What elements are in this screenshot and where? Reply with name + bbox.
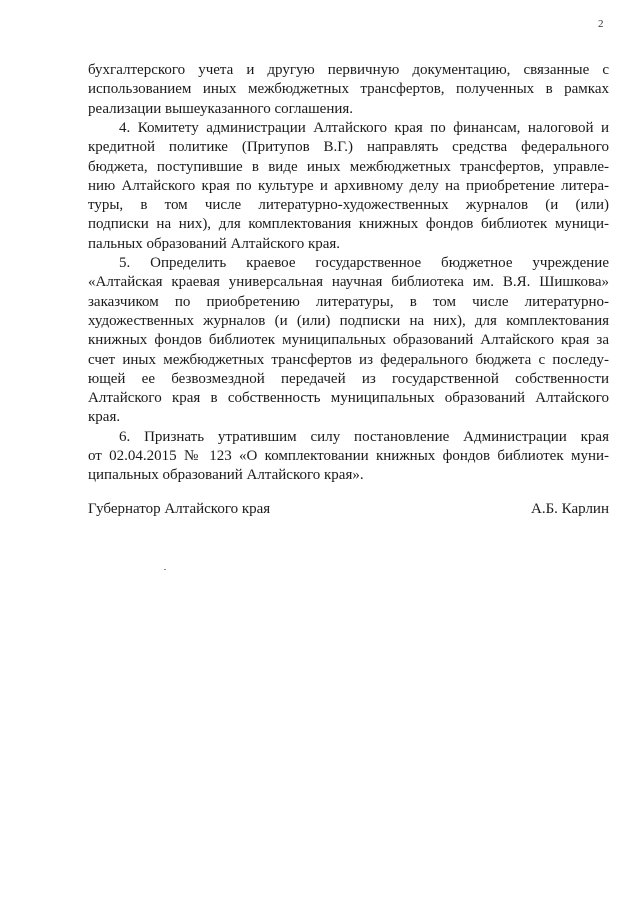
text-line: книжных фондов библиотек муниципальных образований Алтайского края за: [88, 332, 609, 348]
text-line: художественных журналов (и (или) подписки на них), для комплектования: [88, 313, 609, 329]
text-line: 5. Определить краевое государственное бюджетное учреждение: [119, 255, 609, 271]
text-line: Алтайского края в собственность муниципальных образований Алтайского: [88, 390, 609, 406]
text-line: бухгалтерского учета и другую первичную документацию, связанные с: [88, 62, 609, 78]
text-line: кредитной политике (Притупов В.Г.) направлять средства федерального: [88, 139, 609, 155]
signature-position: Губернатор Алтайского края: [88, 501, 271, 517]
page-number: 2: [598, 18, 604, 30]
text-line: использованием иных межбюджетных трансфертов, полученных в рамках: [88, 81, 609, 97]
scan-speck: [164, 569, 166, 570]
text-line: пальных образований Алтайского края.: [88, 236, 341, 252]
text-line: туры, в том числе литературно-художественных журналов (и (или): [88, 197, 609, 213]
text-line: ющей ее безвозмездной передачей из государственной собственности: [88, 371, 609, 387]
text-line: реализации вышеуказанного соглашения.: [88, 101, 354, 117]
text-line: края.: [88, 409, 121, 425]
text-line: 6. Признать утратившим силу постановление Администрации края: [119, 429, 609, 445]
text-line: бюджета, поступившие в виде иных межбюджетных трансфертов, управле-: [88, 159, 609, 175]
text-line: нию Алтайского края по культуре и архивному делу на приобретение литера-: [88, 178, 609, 194]
text-line: от 02.04.2015 № 123 «О комплектовании книжных фондов библиотек муни-: [88, 448, 609, 464]
text-line: подписки на них), для комплектования книжных фондов библиотек муници-: [88, 216, 609, 232]
text-line: «Алтайская краевая универсальная научная библиотека им. В.Я. Шишкова»: [88, 274, 609, 290]
text-line: ципальных образований Алтайского края».: [88, 467, 364, 483]
text-line: заказчиком по приобретению литературы, в том числе литературно-: [88, 294, 609, 310]
text-line: 4. Комитету администрации Алтайского края по финансам, налоговой и: [119, 120, 609, 136]
text-line: счет иных межбюджетных трансфертов из федерального бюджета с последу-: [88, 352, 609, 368]
signature-name: А.Б. Карлин: [530, 501, 609, 517]
